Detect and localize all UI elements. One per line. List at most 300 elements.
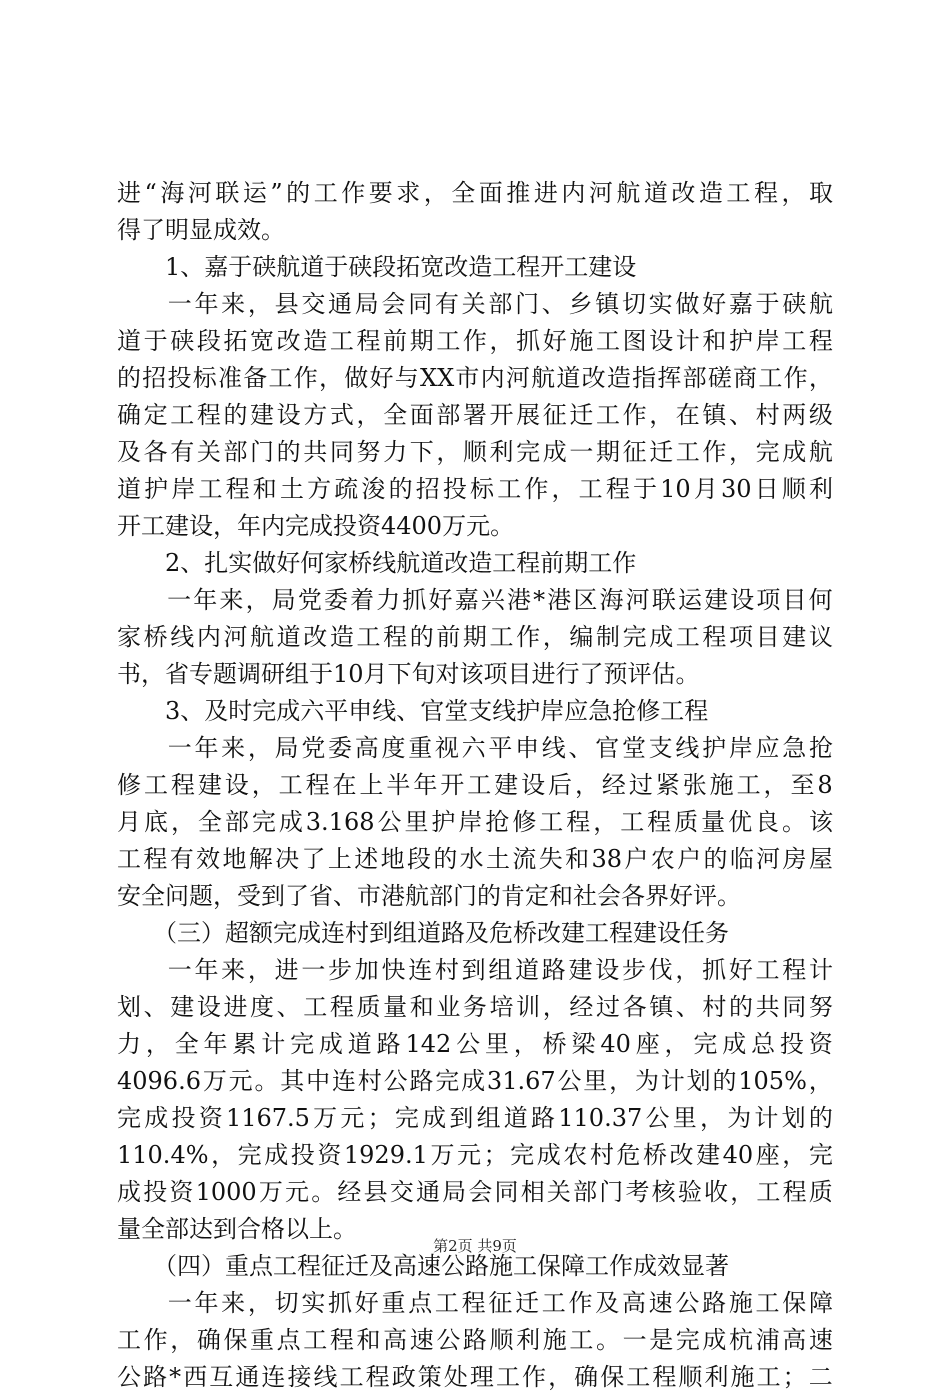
text-line-content: 2、扎实做好何家桥线航道改造工程前期工作	[117, 549, 637, 577]
text-line-content	[117, 1174, 833, 1211]
text-line	[117, 693, 833, 730]
glyph: 堂	[621, 734, 646, 762]
glyph: 局	[274, 734, 299, 762]
glyph: 105%	[738, 1067, 807, 1095]
glyph: 程	[652, 1363, 677, 1391]
glyph: ，	[808, 1067, 833, 1095]
glyph: 程	[196, 401, 221, 429]
glyph: 护	[702, 734, 727, 762]
glyph: 公	[645, 1104, 670, 1132]
glyph: 计	[808, 956, 833, 984]
glyph: 110.4%	[117, 1141, 209, 1169]
glyph: 完	[251, 808, 276, 836]
glyph: ；	[367, 1104, 392, 1132]
glyph: 运	[677, 586, 702, 614]
glyph: ，	[170, 808, 195, 836]
glyph: 项	[756, 586, 781, 614]
glyph: 1929.1	[343, 1141, 428, 1169]
glyph: 计	[675, 327, 700, 355]
glyph: 改	[671, 179, 696, 207]
glyph: 运	[242, 179, 267, 207]
glyph: 工	[313, 179, 338, 207]
glyph: 程	[329, 1326, 354, 1354]
glyph: 程	[782, 956, 807, 984]
glyph: 了	[301, 845, 326, 873]
glyph: 完	[755, 438, 780, 466]
glyph: 程	[225, 475, 250, 503]
glyph: 施	[730, 1363, 755, 1391]
glyph: 全	[451, 179, 476, 207]
glyph: 投	[143, 1178, 168, 1206]
text-line	[117, 508, 833, 545]
glyph: ，	[247, 290, 272, 318]
glyph: 作	[783, 364, 808, 392]
glyph: 是	[649, 1326, 674, 1354]
glyph: 屋	[808, 845, 833, 873]
glyph: 建	[494, 771, 519, 799]
glyph: 划	[117, 993, 141, 1021]
glyph: 河	[223, 623, 248, 651]
glyph: 该	[808, 808, 833, 836]
text-line-content	[117, 989, 833, 1026]
glyph: 同	[329, 438, 354, 466]
document-body	[117, 175, 833, 1396]
glyph: 总	[751, 1030, 776, 1058]
glyph: 后	[548, 771, 572, 799]
glyph: 作	[341, 179, 366, 207]
glyph: 质	[356, 993, 381, 1021]
glyph: 10	[660, 475, 691, 503]
glyph: 工	[578, 475, 603, 503]
glyph: 指	[632, 364, 657, 392]
glyph: 工	[755, 956, 780, 984]
glyph: 成	[264, 1141, 289, 1169]
text-line	[117, 1100, 833, 1137]
glyph: 工	[143, 771, 168, 799]
glyph: 航	[808, 438, 833, 466]
glyph: 镇	[595, 290, 620, 318]
glyph: 部	[573, 1178, 598, 1206]
glyph: ；	[483, 1141, 508, 1169]
glyph: 经	[569, 993, 594, 1021]
glyph: 张	[682, 771, 707, 799]
text-line	[117, 841, 833, 878]
glyph: 顺	[462, 438, 487, 466]
glyph: 训	[516, 993, 541, 1021]
glyph: 投	[167, 364, 192, 392]
glyph: 万	[202, 1067, 227, 1095]
glyph: 的	[388, 475, 413, 503]
glyph: 作	[622, 401, 647, 429]
glyph: 速	[808, 1326, 833, 1354]
glyph: 户	[624, 845, 649, 873]
glyph: 公	[377, 808, 402, 836]
glyph: 成	[649, 623, 674, 651]
text-line	[117, 1285, 833, 1322]
glyph: 作	[462, 327, 487, 355]
glyph: 嘉	[728, 290, 753, 318]
glyph: 月	[117, 808, 141, 836]
glyph: 同	[494, 1178, 519, 1206]
glyph: ，	[356, 401, 381, 429]
indent	[117, 582, 165, 619]
glyph: 完	[290, 1030, 315, 1058]
glyph: 的	[808, 1104, 833, 1132]
glyph: 完	[394, 1104, 419, 1132]
glyph: 护	[431, 808, 456, 836]
glyph: 程	[702, 623, 727, 651]
glyph: 护	[144, 475, 169, 503]
glyph: 工	[339, 1363, 364, 1391]
glyph: 底	[143, 808, 168, 836]
glyph: 程	[356, 327, 381, 355]
glyph: 市	[455, 364, 480, 392]
glyph: 连	[261, 1363, 286, 1391]
text-line-content: 开工建设，年内完成投资4400万元。	[117, 512, 515, 540]
glyph: 策	[417, 1363, 442, 1391]
text-line-content	[117, 1063, 833, 1100]
glyph: 于	[755, 290, 780, 318]
glyph: 38	[591, 845, 623, 873]
glyph: 全	[197, 808, 222, 836]
glyph: ，	[729, 438, 754, 466]
glyph: 保	[600, 1363, 625, 1391]
text-line	[117, 1137, 833, 1174]
glyph: 程	[143, 845, 168, 873]
glyph: 工	[170, 401, 195, 429]
glyph: 抢	[485, 808, 510, 836]
glyph: 路	[143, 1363, 168, 1391]
glyph: 征	[488, 1289, 513, 1317]
text-line	[117, 175, 833, 212]
glyph: 工	[675, 623, 700, 651]
glyph: 桥	[143, 623, 168, 651]
glyph: 做	[344, 364, 369, 392]
glyph: 修	[512, 808, 537, 836]
glyph: 的	[409, 623, 434, 651]
glyph: 投	[171, 1104, 196, 1132]
glyph: 决	[275, 845, 300, 873]
glyph: 前	[383, 327, 408, 355]
glyph: 水	[459, 845, 484, 873]
text-line-content	[117, 1026, 833, 1063]
glyph: 二	[808, 1363, 833, 1391]
glyph: 质	[674, 808, 699, 836]
glyph: 完	[117, 1104, 141, 1132]
glyph: 申	[515, 734, 540, 762]
glyph: 、	[541, 290, 566, 318]
glyph: 工	[268, 364, 293, 392]
glyph: 程	[605, 475, 630, 503]
glyph: 公	[456, 1030, 481, 1058]
indent	[117, 286, 165, 323]
glyph: XX	[420, 364, 455, 392]
glyph: 河	[756, 845, 781, 873]
glyph: 为	[634, 1067, 659, 1095]
glyph: ，	[247, 956, 272, 984]
glyph: 抓	[402, 586, 427, 614]
glyph: ，	[247, 1289, 272, 1317]
glyph: 备	[243, 364, 268, 392]
glyph: 110.37	[558, 1104, 643, 1132]
glyph: 工	[467, 771, 492, 799]
glyph: 量	[383, 993, 408, 1021]
glyph: 力	[376, 586, 401, 614]
glyph: 公	[436, 1326, 461, 1354]
glyph: 浦	[755, 1326, 780, 1354]
glyph: 工	[675, 438, 700, 466]
glyph: 有	[170, 438, 195, 466]
glyph: 程	[170, 771, 195, 799]
glyph: 方	[303, 401, 328, 429]
glyph: ，	[574, 771, 599, 799]
glyph: ，	[808, 364, 833, 392]
glyph: 紧	[655, 771, 680, 799]
glyph: 成	[144, 1104, 169, 1132]
glyph: 交	[389, 1178, 414, 1206]
glyph: 定	[143, 401, 168, 429]
text-line-content	[117, 286, 833, 323]
glyph: 4096.6	[117, 1067, 201, 1095]
glyph: 一	[167, 586, 192, 614]
glyph: 工	[303, 1326, 328, 1354]
glyph: 署	[462, 401, 487, 429]
glyph: 年	[203, 1030, 228, 1058]
glyph: 着	[350, 586, 375, 614]
glyph: 上	[327, 845, 352, 873]
glyph: 3.168	[305, 808, 375, 836]
glyph: 业	[436, 993, 461, 1021]
glyph: 抓	[516, 327, 541, 355]
text-line-content: （四）重点工程征迁及高速公路施工保障工作成效显著	[117, 1252, 729, 1280]
page-footer: 第2页 共9页	[433, 1237, 517, 1255]
text-line-content: 得了明显成效。	[117, 216, 285, 244]
glyph: 航	[531, 364, 556, 392]
glyph: 支	[648, 734, 673, 762]
glyph: 公	[383, 1067, 408, 1095]
glyph: 计	[261, 1030, 286, 1058]
text-line-content	[117, 397, 833, 434]
glyph: 年	[413, 771, 438, 799]
text-line-content	[117, 175, 833, 212]
glyph: 作	[516, 623, 541, 651]
glyph: 投	[290, 1141, 315, 1169]
glyph: 全	[174, 1030, 199, 1058]
glyph: 工	[595, 327, 620, 355]
glyph: 开	[489, 401, 514, 429]
glyph: 工	[782, 327, 807, 355]
glyph: 工	[198, 475, 223, 503]
glyph: 线	[313, 1363, 338, 1391]
text-line-content: 3、及时完成六平申线、官堂支线护岸应急抢修工程	[117, 697, 709, 725]
glyph: 迁	[649, 438, 674, 466]
glyph: 共	[303, 438, 328, 466]
text-line	[117, 397, 833, 434]
glyph: ，	[436, 438, 461, 466]
text-line	[117, 286, 833, 323]
glyph: 镇	[702, 401, 727, 429]
glyph: 磋	[707, 364, 732, 392]
glyph: 过	[595, 993, 620, 1021]
glyph: 港	[547, 586, 572, 614]
glyph: 前	[436, 623, 461, 651]
text-line	[117, 1026, 833, 1063]
text-line-content: 量全部达到合格以上。	[117, 1215, 357, 1243]
glyph: 成	[117, 1178, 141, 1206]
glyph: 硖	[782, 290, 807, 318]
glyph: 航	[808, 290, 833, 318]
glyph: 航	[616, 179, 641, 207]
glyph: 到	[461, 956, 486, 984]
glyph: 海	[599, 586, 624, 614]
glyph: 年	[194, 290, 219, 318]
text-line-content: 书，省专题调研组于10月下旬对该项目进行了预评估。	[117, 660, 700, 688]
text-line	[117, 730, 833, 767]
glyph: 年	[194, 1289, 219, 1317]
glyph: 挥	[657, 364, 682, 392]
glyph: 造	[303, 327, 328, 355]
text-line-content	[117, 619, 833, 656]
glyph: ，	[513, 1030, 538, 1058]
glyph: 标	[192, 364, 217, 392]
glyph: 有	[169, 845, 194, 873]
glyph: ，	[699, 1104, 724, 1132]
glyph: 确	[196, 1326, 221, 1354]
glyph: 半	[386, 771, 411, 799]
glyph: 求	[396, 179, 421, 207]
glyph: 村	[434, 956, 459, 984]
glyph: 保	[782, 1289, 807, 1317]
glyph: 元	[340, 1104, 365, 1132]
glyph: 局	[271, 586, 296, 614]
glyph: 一	[622, 1326, 647, 1354]
text-line	[117, 360, 833, 397]
text-line-content	[117, 471, 833, 508]
glyph: 路	[409, 1067, 434, 1095]
glyph: 好	[728, 956, 753, 984]
glyph: 利	[516, 1326, 541, 1354]
glyph: 点	[408, 1289, 433, 1317]
glyph: 嘉	[454, 586, 479, 614]
glyph: ，	[542, 993, 567, 1021]
glyph: 港	[506, 586, 531, 614]
glyph: 全	[383, 401, 408, 429]
glyph: 设	[730, 586, 755, 614]
glyph: 建	[696, 1141, 721, 1169]
glyph: 要	[368, 179, 393, 207]
glyph: 累	[232, 1030, 257, 1058]
glyph: 的	[286, 179, 311, 207]
glyph: 力	[383, 438, 408, 466]
glyph: 部	[224, 808, 249, 836]
glyph: 、	[143, 993, 168, 1021]
glyph: 设	[649, 327, 674, 355]
glyph: 。	[254, 1067, 279, 1095]
glyph: 程	[329, 993, 354, 1021]
glyph: 户	[677, 845, 702, 873]
glyph: ”	[270, 179, 283, 207]
glyph: 改	[303, 623, 328, 651]
text-line	[117, 1322, 833, 1359]
text-line-content	[117, 1137, 833, 1174]
glyph: 日	[754, 475, 779, 503]
text-line-content: 1、嘉于硖航道于硖段拓宽改造工程开工建设	[117, 253, 637, 281]
glyph: 程	[647, 808, 672, 836]
glyph: 、	[568, 734, 593, 762]
glyph: 实	[648, 290, 673, 318]
glyph: 造	[606, 364, 631, 392]
indent	[117, 730, 165, 767]
glyph: *	[533, 586, 546, 614]
glyph: 高	[383, 1326, 408, 1354]
glyph: ，	[548, 1363, 573, 1391]
glyph: 危	[616, 1141, 641, 1169]
text-line	[117, 767, 833, 804]
glyph: 连	[331, 1067, 356, 1095]
glyph: 进	[274, 956, 299, 984]
glyph: 努	[356, 438, 381, 466]
glyph: 海	[160, 179, 185, 207]
glyph: 工	[497, 475, 522, 503]
glyph: 于	[632, 475, 657, 503]
glyph: 议	[808, 623, 833, 651]
text-line	[117, 323, 833, 360]
glyph: 完	[675, 1326, 700, 1354]
glyph: 相	[520, 1178, 545, 1206]
glyph: 步	[621, 956, 646, 984]
text-line-content	[117, 1100, 833, 1137]
glyph: 道	[515, 956, 540, 984]
glyph: 确	[117, 401, 141, 429]
text-line	[117, 249, 833, 286]
glyph: 路	[376, 1030, 401, 1058]
glyph: 解	[248, 845, 273, 873]
glyph: 伐	[648, 956, 673, 984]
glyph: 为	[727, 1104, 752, 1132]
text-line	[117, 952, 833, 989]
text-line	[117, 878, 833, 915]
glyph: 门	[599, 1178, 624, 1206]
glyph: 村	[755, 401, 780, 429]
glyph: 点	[276, 1326, 301, 1354]
glyph: 路	[702, 1289, 727, 1317]
glyph: 8	[817, 771, 833, 799]
glyph: 切	[274, 1289, 299, 1317]
glyph: 重	[408, 734, 433, 762]
glyph: 征	[622, 438, 647, 466]
glyph: ，	[781, 179, 806, 207]
glyph: 一	[167, 734, 192, 762]
glyph: 桥	[642, 1141, 667, 1169]
glyph: 成	[702, 1326, 727, 1354]
text-line	[117, 1063, 833, 1100]
glyph: 重	[250, 1326, 275, 1354]
glyph: 过	[628, 771, 653, 799]
glyph: 确	[574, 1363, 599, 1391]
glyph: 经	[337, 1178, 362, 1206]
glyph: 浚	[361, 475, 386, 503]
glyph: 建	[197, 771, 222, 799]
glyph: 万	[258, 1178, 283, 1206]
glyph: 道	[643, 179, 668, 207]
glyph: *	[169, 1363, 182, 1391]
glyph: 制	[595, 623, 620, 651]
glyph: 通	[328, 290, 353, 318]
glyph: 作	[522, 1363, 546, 1391]
glyph: 取	[808, 179, 833, 207]
glyph: 的	[433, 845, 458, 873]
glyph: 道	[556, 364, 581, 392]
